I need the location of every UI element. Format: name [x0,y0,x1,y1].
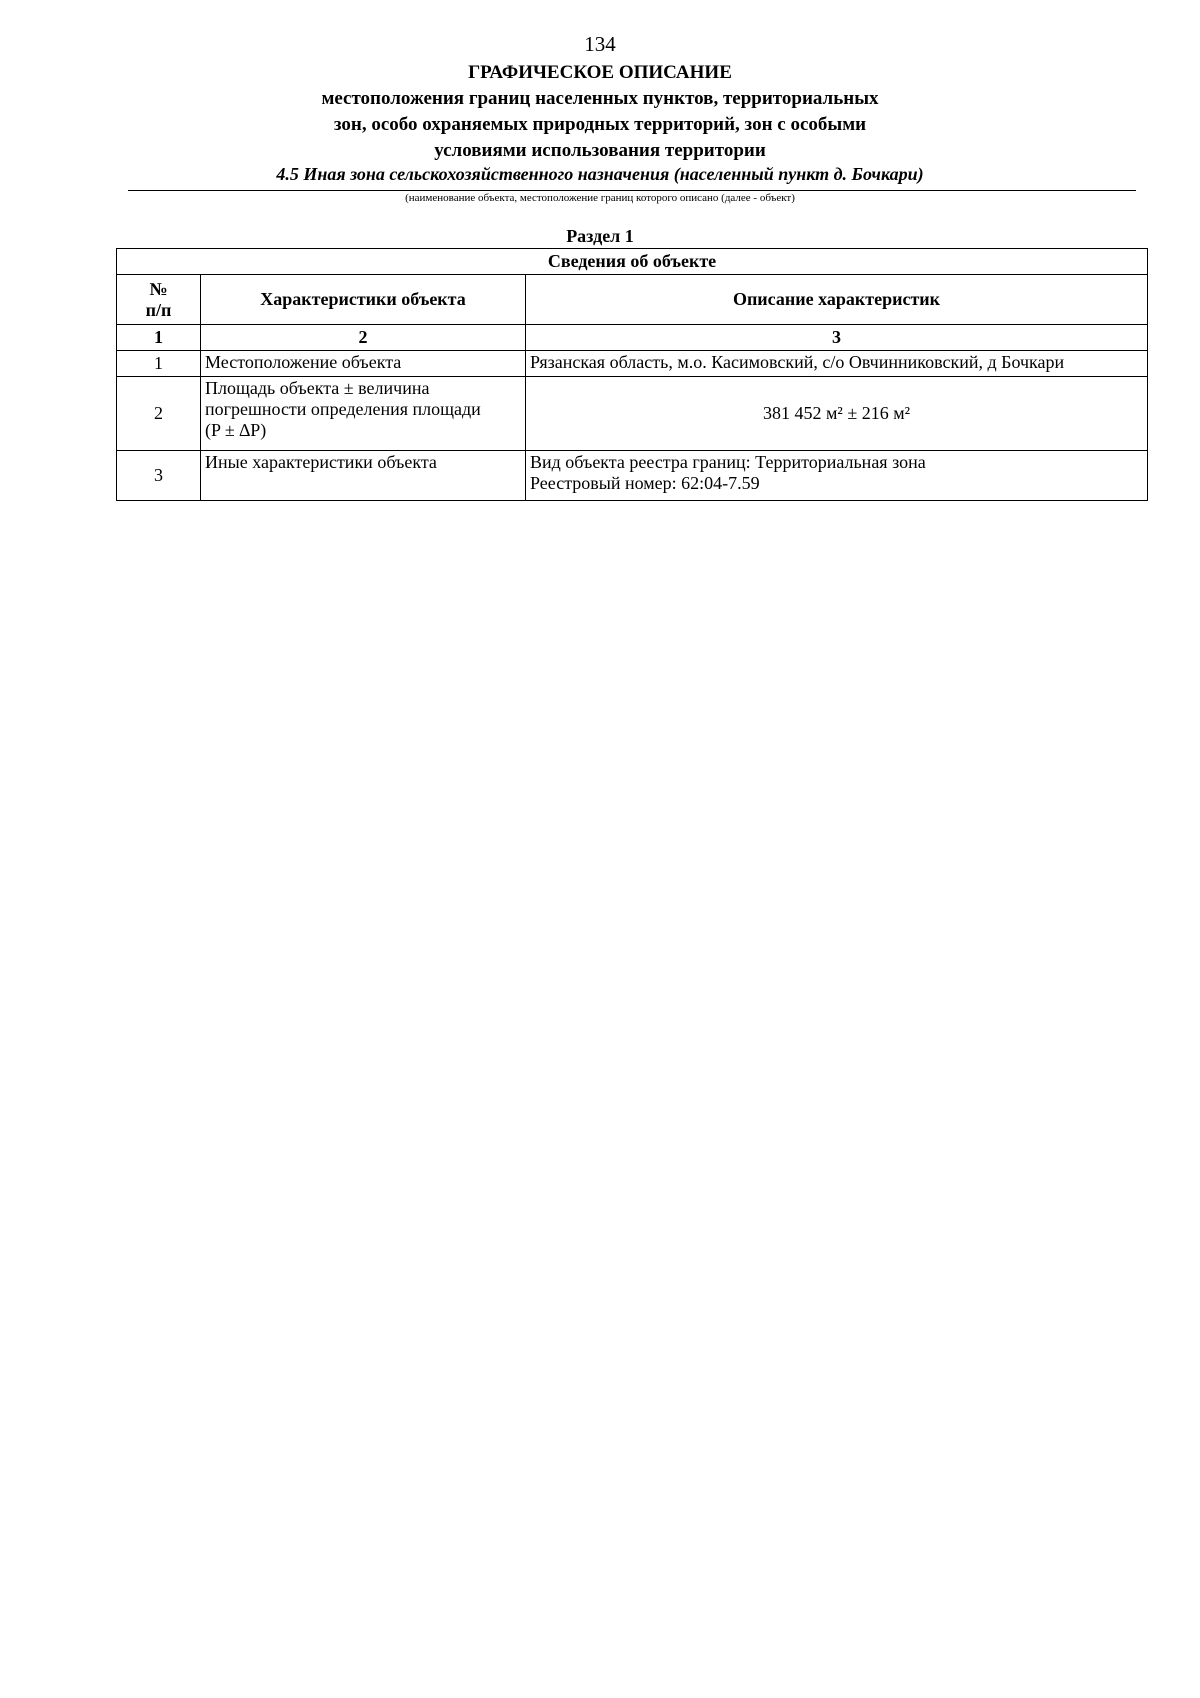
header-description: Описание характеристик [526,275,1148,325]
heading-line-2: местоположения границ населенных пунктов, территориальных [321,88,879,109]
description-line: Рязанская область, м.о. Касимовский, с/о Овчинниковский, д Бочкари [530,352,1065,372]
row-characteristic [201,377,526,451]
table-title: Сведения об объекте [117,249,1148,275]
row-num: 2 [117,377,201,451]
description-line: Вид объекта реестра границ: Территориальная зона [530,452,926,472]
column-number-3: 3 [526,325,1148,351]
row-num: 1 [117,351,201,377]
header-num-line-1: № [149,278,168,299]
row-description: 381 452 м² ± 216 м² [526,377,1148,451]
section-title: Раздел 1 [566,226,634,246]
column-number-1: 1 [117,325,201,351]
object-name: 4.5 Иная зона сельскохозяйственного назначения (населенный пункт д. Бочкари) [276,164,924,184]
row-description [526,351,1148,377]
characteristic-line: (P ± ∆P) [205,420,267,440]
header-num [117,275,201,325]
row-num: 3 [117,451,201,501]
column-number-2: 2 [201,325,526,351]
row-description [526,451,1148,501]
heading-line-1: ГРАФИЧЕСКОЕ ОПИСАНИЕ [468,62,732,83]
table-row [117,451,1148,501]
table-row [117,377,1148,451]
object-caption: (наименование объекта, местоположение границ которого описано (далее - объект) [405,192,795,204]
description-line: Реестровый номер: 62:04-7.59 [530,473,760,493]
heading-line-4: условиями использования территории [434,140,766,161]
header-characteristics: Характеристики объекта [201,275,526,325]
document-heading [0,60,1200,164]
characteristic-line: Площадь объекта ± величина [205,378,430,398]
row-characteristic: Местоположение объекта [201,351,526,377]
row-characteristic: Иные характеристики объекта [201,451,526,501]
underline-rule [128,190,1136,191]
object-info-table [116,248,1148,501]
table-row [117,351,1148,377]
page-number: 134 [584,32,616,56]
heading-line-3: зон, особо охраняемых природных территорий, зон с особыми [333,114,867,135]
header-num-line-2: п/п [145,299,172,320]
characteristic-line: погрешности определения площади [205,399,481,419]
